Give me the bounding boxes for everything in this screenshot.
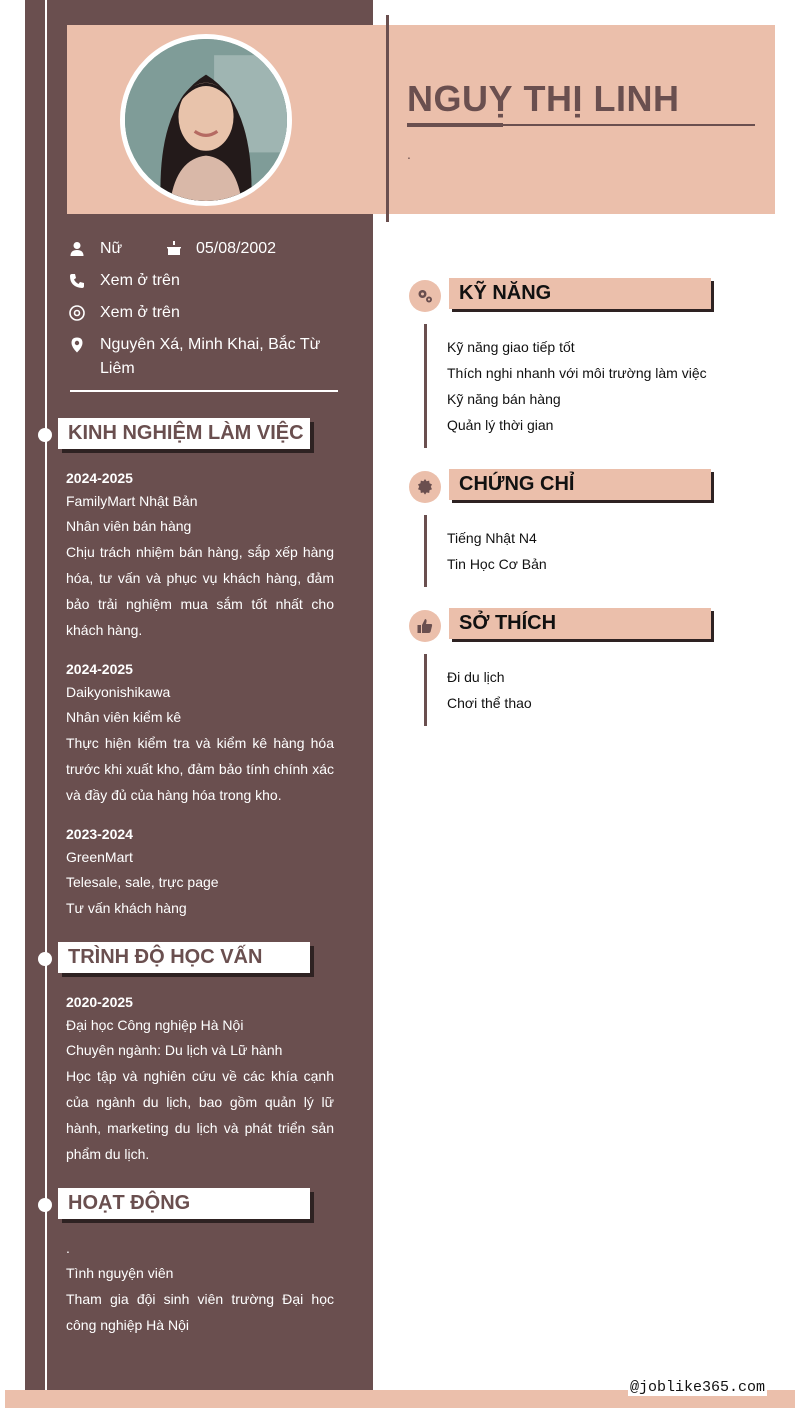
activities-role: Tình nguyện viên [66, 1265, 174, 1281]
timeline-dot [38, 428, 52, 442]
phone-value: Xem ở trên [100, 272, 180, 289]
email-value: Xem ở trên [100, 304, 180, 321]
education-school: Đại học Công nghiệp Hà Nội [66, 1017, 244, 1033]
birthday-value: 05/08/2002 [196, 240, 277, 257]
watermark[interactable]: @joblike365.com [630, 1379, 766, 1396]
education-description: Học tập và nghiên cứu về các khía cạnh của ngành du lịch, bao gồm quản lý lữ hành, marketing du lịch và phát triển sản phẩm du lịch. [66, 1068, 334, 1162]
skills-bar [424, 324, 427, 448]
experience-position: Telesale, sale, trực page [66, 874, 219, 890]
hobby-item: Chơi thể thao [447, 695, 532, 711]
hobby-item: Đi du lịch [447, 669, 505, 685]
contact-divider [70, 390, 338, 392]
experience-description: Thực hiện kiểm tra và kiểm kê hàng hóa trước khi xuất kho, đảm bảo tính chính xác và đầy đủ của hàng hóa trong kho. [66, 735, 334, 803]
hobbies-bar [424, 654, 427, 726]
header-divider [386, 15, 389, 222]
timeline-line [45, 0, 47, 1408]
skill-item: Quản lý thời gian [447, 417, 554, 433]
experience-description: Chịu trách nhiệm bán hàng, sắp xếp hàng hóa, tư vấn và phục vụ khách hàng, đảm bảo trải nghiệm mua sắm tốt nhất cho khách hàng. [66, 544, 334, 638]
skill-item: Thích nghi nhanh với môi trường làm việc [447, 365, 707, 381]
activities-description: Tham gia đội sinh viên trường Đại học công nghiệp Hà Nội [66, 1291, 334, 1333]
experience-description: Tư vấn khách hàng [66, 900, 187, 916]
map-pin-icon [68, 336, 86, 354]
experience-position: Nhân viên bán hàng [66, 518, 192, 534]
activities-title: HOẠT ĐỘNG [68, 1192, 191, 1214]
education-period: 2020-2025 [66, 994, 133, 1010]
certificate-item: Tin Học Cơ Bản [447, 556, 547, 572]
thumbs-up-icon [409, 610, 441, 642]
experience-company: GreenMart [66, 849, 133, 865]
activities-period: . [66, 1240, 70, 1256]
skills-heading [449, 278, 711, 309]
experience-position: Nhân viên kiểm kê [66, 709, 182, 725]
name-underline-accent [407, 123, 503, 127]
education-title: TRÌNH ĐỘ HỌC VẤN [68, 946, 263, 968]
candidate-name: NGUỴ THỊ LINH [407, 78, 680, 119]
skills-title: KỸ NĂNG [459, 282, 552, 304]
experience-heading [58, 418, 310, 449]
at-icon [68, 304, 86, 322]
experience-company: Daikyonishikawa [66, 684, 171, 700]
certificate-icon [409, 471, 441, 503]
gears-icon [409, 280, 441, 312]
skill-item: Kỹ năng giao tiếp tốt [447, 339, 575, 355]
certificates-bar [424, 515, 427, 587]
certificates-heading [449, 469, 711, 500]
experience-period: 2024-2025 [66, 470, 133, 486]
experience-period: 2024-2025 [66, 661, 133, 677]
experience-company: FamilyMart Nhật Bản [66, 493, 198, 509]
cake-icon [165, 239, 183, 257]
education-heading [58, 942, 310, 973]
hobbies-title: SỞ THÍCH [459, 612, 557, 634]
user-icon [68, 240, 86, 258]
experience-title: KINH NGHIỆM LÀM VIỆC [68, 422, 304, 444]
profile-photo [120, 34, 292, 206]
certificate-item: Tiếng Nhật N4 [447, 530, 537, 546]
address-value: Nguyên Xá, Minh Khai, Bắc Từ Liêm [100, 336, 321, 377]
education-major: Chuyên ngành: Du lịch và Lữ hành [66, 1042, 283, 1058]
skill-item: Kỹ năng bán hàng [447, 391, 561, 407]
activities-heading [58, 1188, 310, 1219]
timeline-dot [38, 952, 52, 966]
header-tagline: . [407, 146, 411, 162]
phone-icon [68, 272, 86, 290]
hobbies-heading [449, 608, 711, 639]
experience-period: 2023-2024 [66, 826, 133, 842]
gender-value: Nữ [100, 240, 123, 257]
certificates-title: CHỨNG CHỈ [459, 473, 575, 495]
timeline-dot [38, 1198, 52, 1212]
